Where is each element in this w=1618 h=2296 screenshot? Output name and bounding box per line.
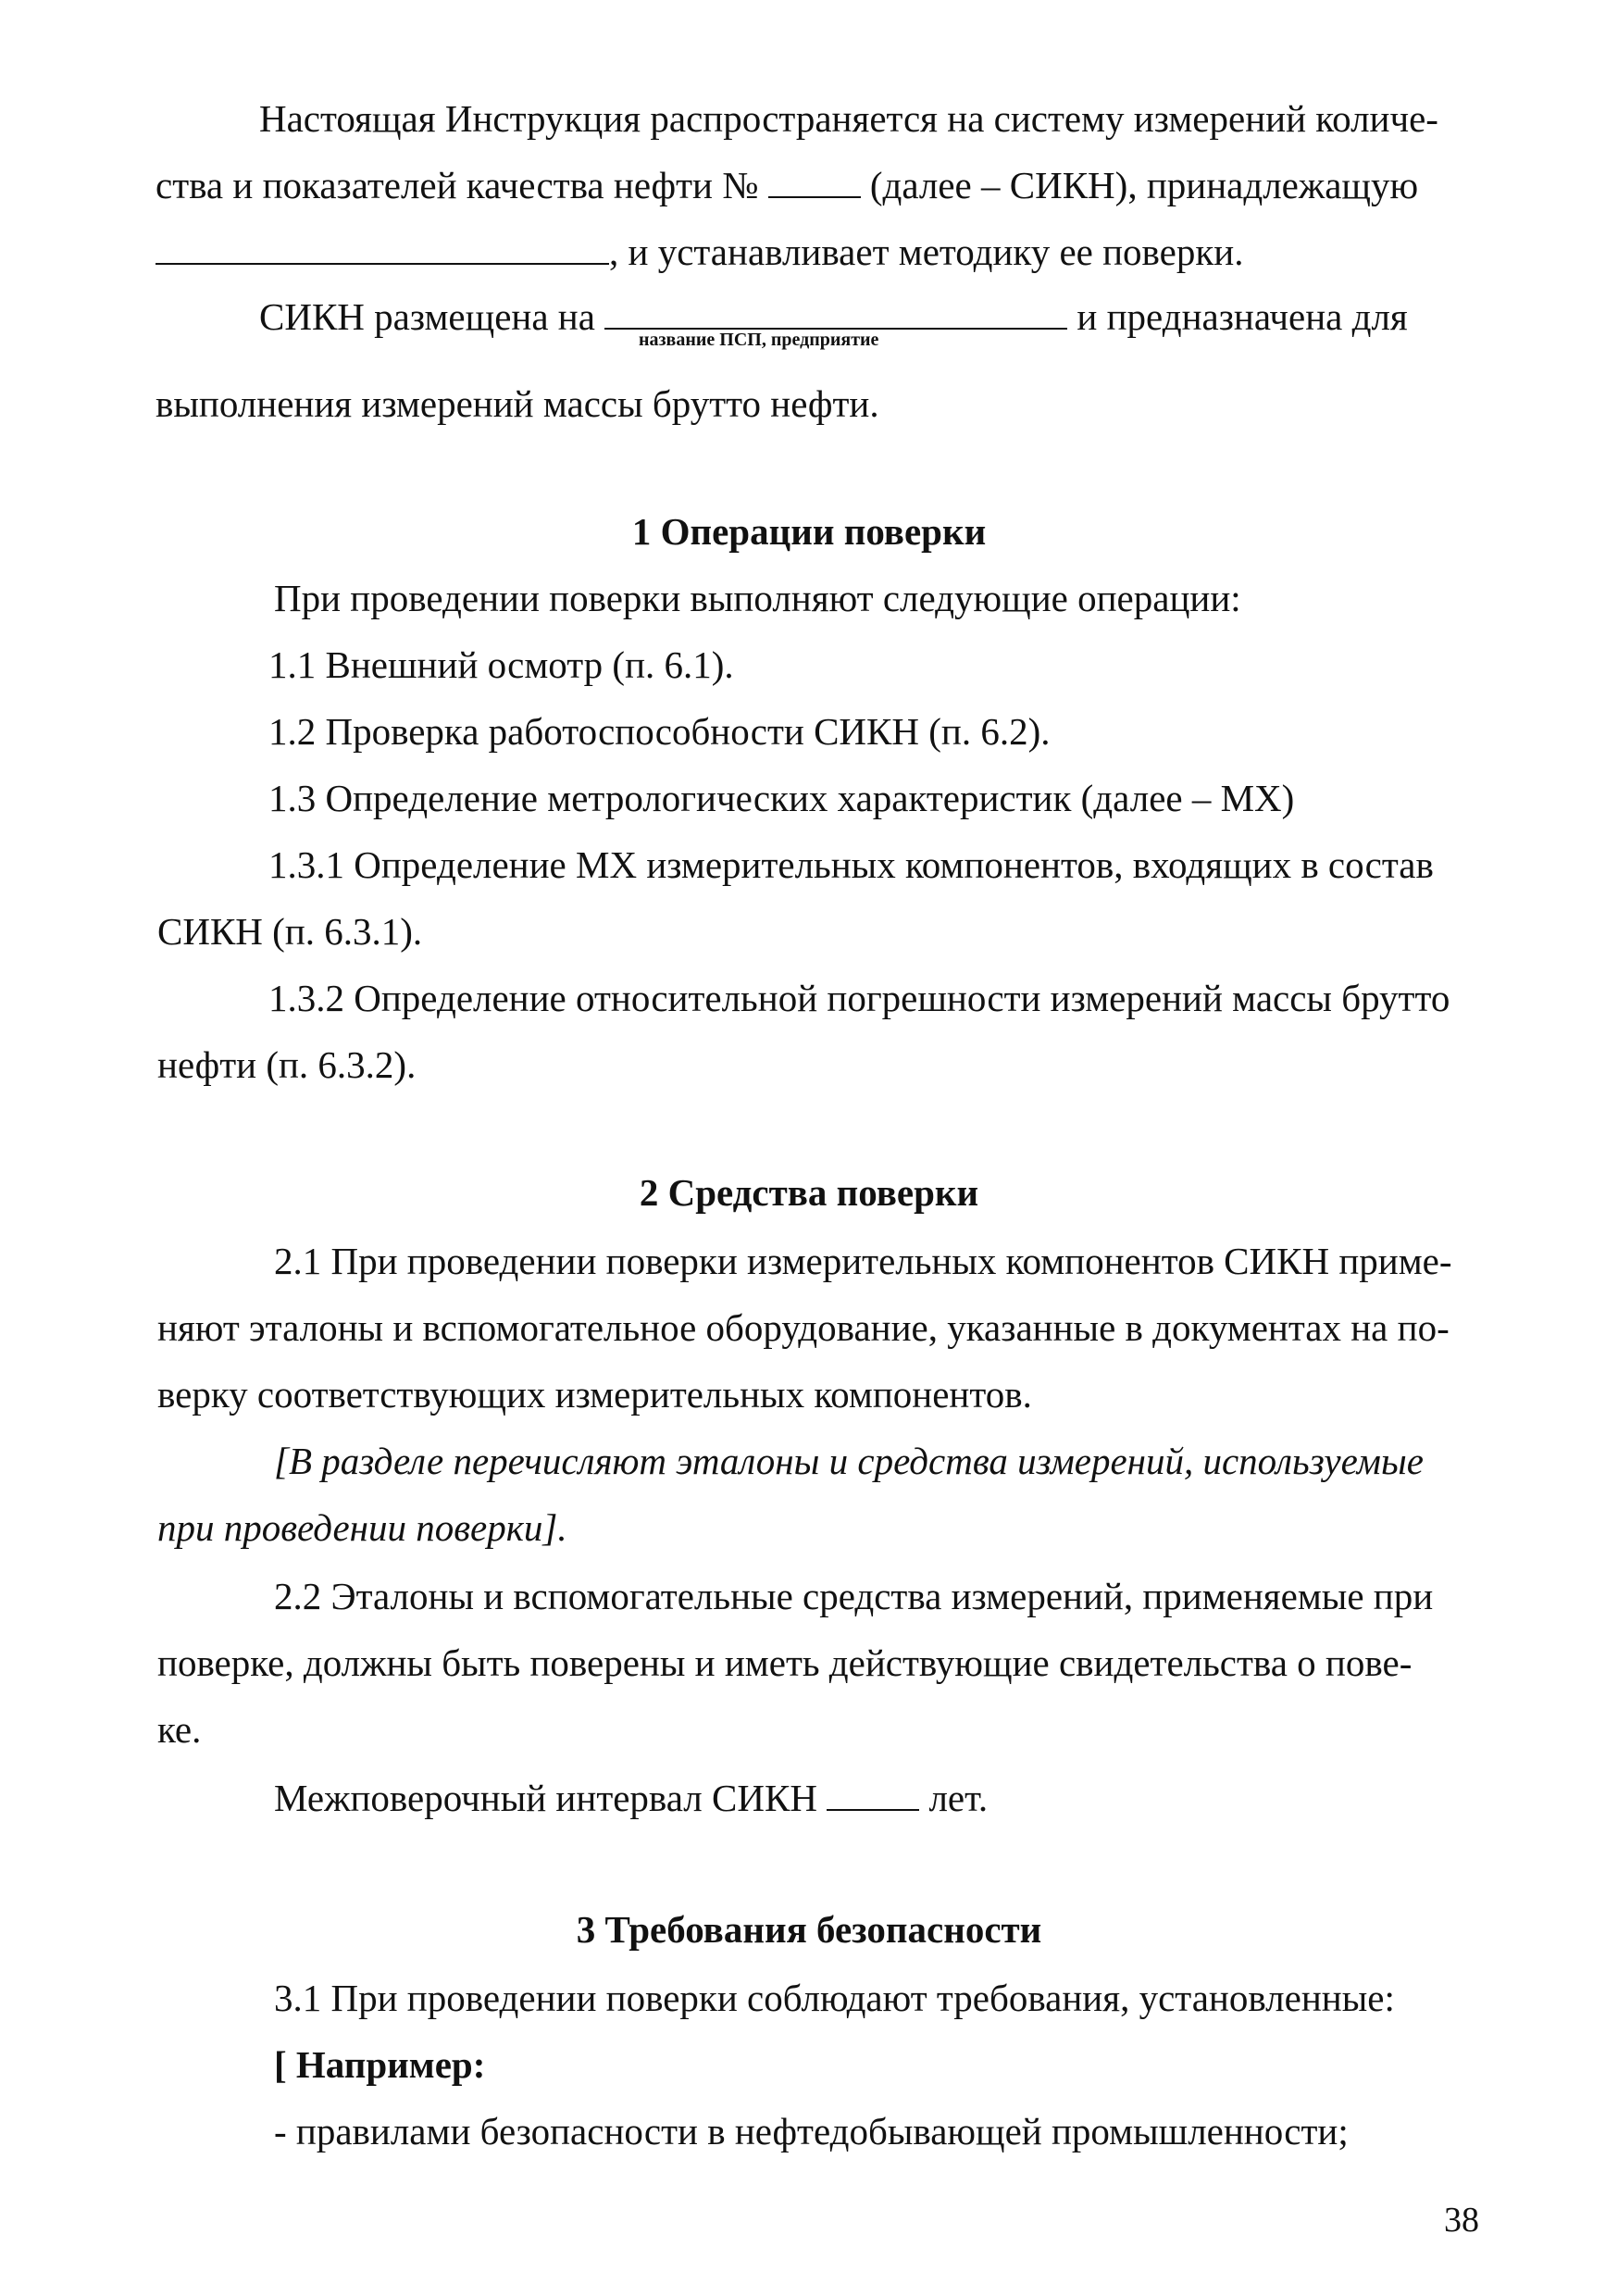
para-2-2-line-3: ке. — [157, 1708, 202, 1751]
number-blank — [768, 165, 861, 198]
intro-line-3 — [156, 230, 1244, 274]
intro-line-1: Настоящая Инструкция распространяется на систему измерений количе- — [259, 97, 1438, 140]
para-2-1-line-3: верку соответствующих измерительных компонентов. — [157, 1373, 1032, 1416]
section-1-lead: При проведении поверки выполняют следующие операции: — [274, 577, 1241, 619]
intro-line-2-text-a: ства и показателей качества нефти № — [156, 164, 759, 206]
owner-blank — [156, 231, 609, 265]
item-1-3: 1.3 Определение метрологических характеристик (далее – МХ) — [268, 777, 1295, 819]
intro-line-5: выполнения измерений массы брутто нефти. — [156, 382, 879, 425]
editor-note-line-1: [В разделе перечисляют эталоны и средства измерений, используемые — [274, 1440, 1424, 1482]
item-1-2: 1.2 Проверка работоспособности СИКН (п. 6.2). — [268, 710, 1051, 753]
calibration-interval — [274, 1776, 988, 1820]
page-number: 38 — [1444, 2201, 1479, 2240]
item-1-3-1-line-2: СИКН (п. 6.3.1). — [157, 910, 423, 953]
example-label: [ Например: — [274, 2043, 486, 2086]
section-2-heading: 2 Средства поверки — [639, 1171, 979, 1214]
location-blank-caption: название ПСП, предприятие — [639, 330, 879, 350]
section-1-heading: 1 Операции поверки — [631, 510, 987, 553]
location-blank — [604, 296, 1067, 330]
intro-line-2-text-b: (далее – СИКН), принадлежащую — [869, 164, 1419, 206]
para-2-1-line-1: 2.1 При проведении поверки измерительных компонентов СИКН приме- — [274, 1240, 1452, 1282]
calibration-interval-text-b: лет. — [928, 1777, 989, 1819]
para-2-2-line-2: поверке, должны быть поверены и иметь действующие свидетельства о пове- — [157, 1641, 1413, 1684]
calibration-interval-text-a: Межповерочный интервал СИКН — [274, 1777, 817, 1819]
intro-line-2 — [156, 163, 1418, 207]
interval-blank — [827, 1778, 919, 1811]
item-1-3-2-line-2: нефти (п. 6.3.2). — [157, 1043, 417, 1086]
para-3-1: 3.1 При проведении поверки соблюдают требования, установленные: — [274, 1977, 1395, 2019]
editor-note-line-2: при проведении поверки]. — [157, 1506, 567, 1549]
intro-line-3-text: , и устанавливает методику ее поверки. — [609, 231, 1244, 273]
item-1-3-1-line-1: 1.3.1 Определение МХ измерительных компонентов, входящих в состав — [268, 843, 1434, 886]
item-1-3-2-line-1: 1.3.2 Определение относительной погрешности измерений массы брутто — [268, 977, 1450, 1019]
intro-line-4-text-b: и предназначена для — [1077, 295, 1408, 338]
item-1-1: 1.1 Внешний осмотр (п. 6.1). — [268, 643, 734, 686]
intro-line-4-text-a: СИКН размещена на — [259, 295, 595, 338]
section-3-heading: 3 Требования безопасности — [576, 1908, 1042, 1951]
bullet-1: - правилами безопасности в нефтедобывающей промышленности; — [274, 2110, 1349, 2152]
para-2-1-line-2: няют эталоны и вспомогательное оборудование, указанные в документах на по- — [157, 1306, 1450, 1349]
para-2-2-line-1: 2.2 Эталоны и вспомогательные средства измерений, применяемые при — [274, 1575, 1434, 1617]
